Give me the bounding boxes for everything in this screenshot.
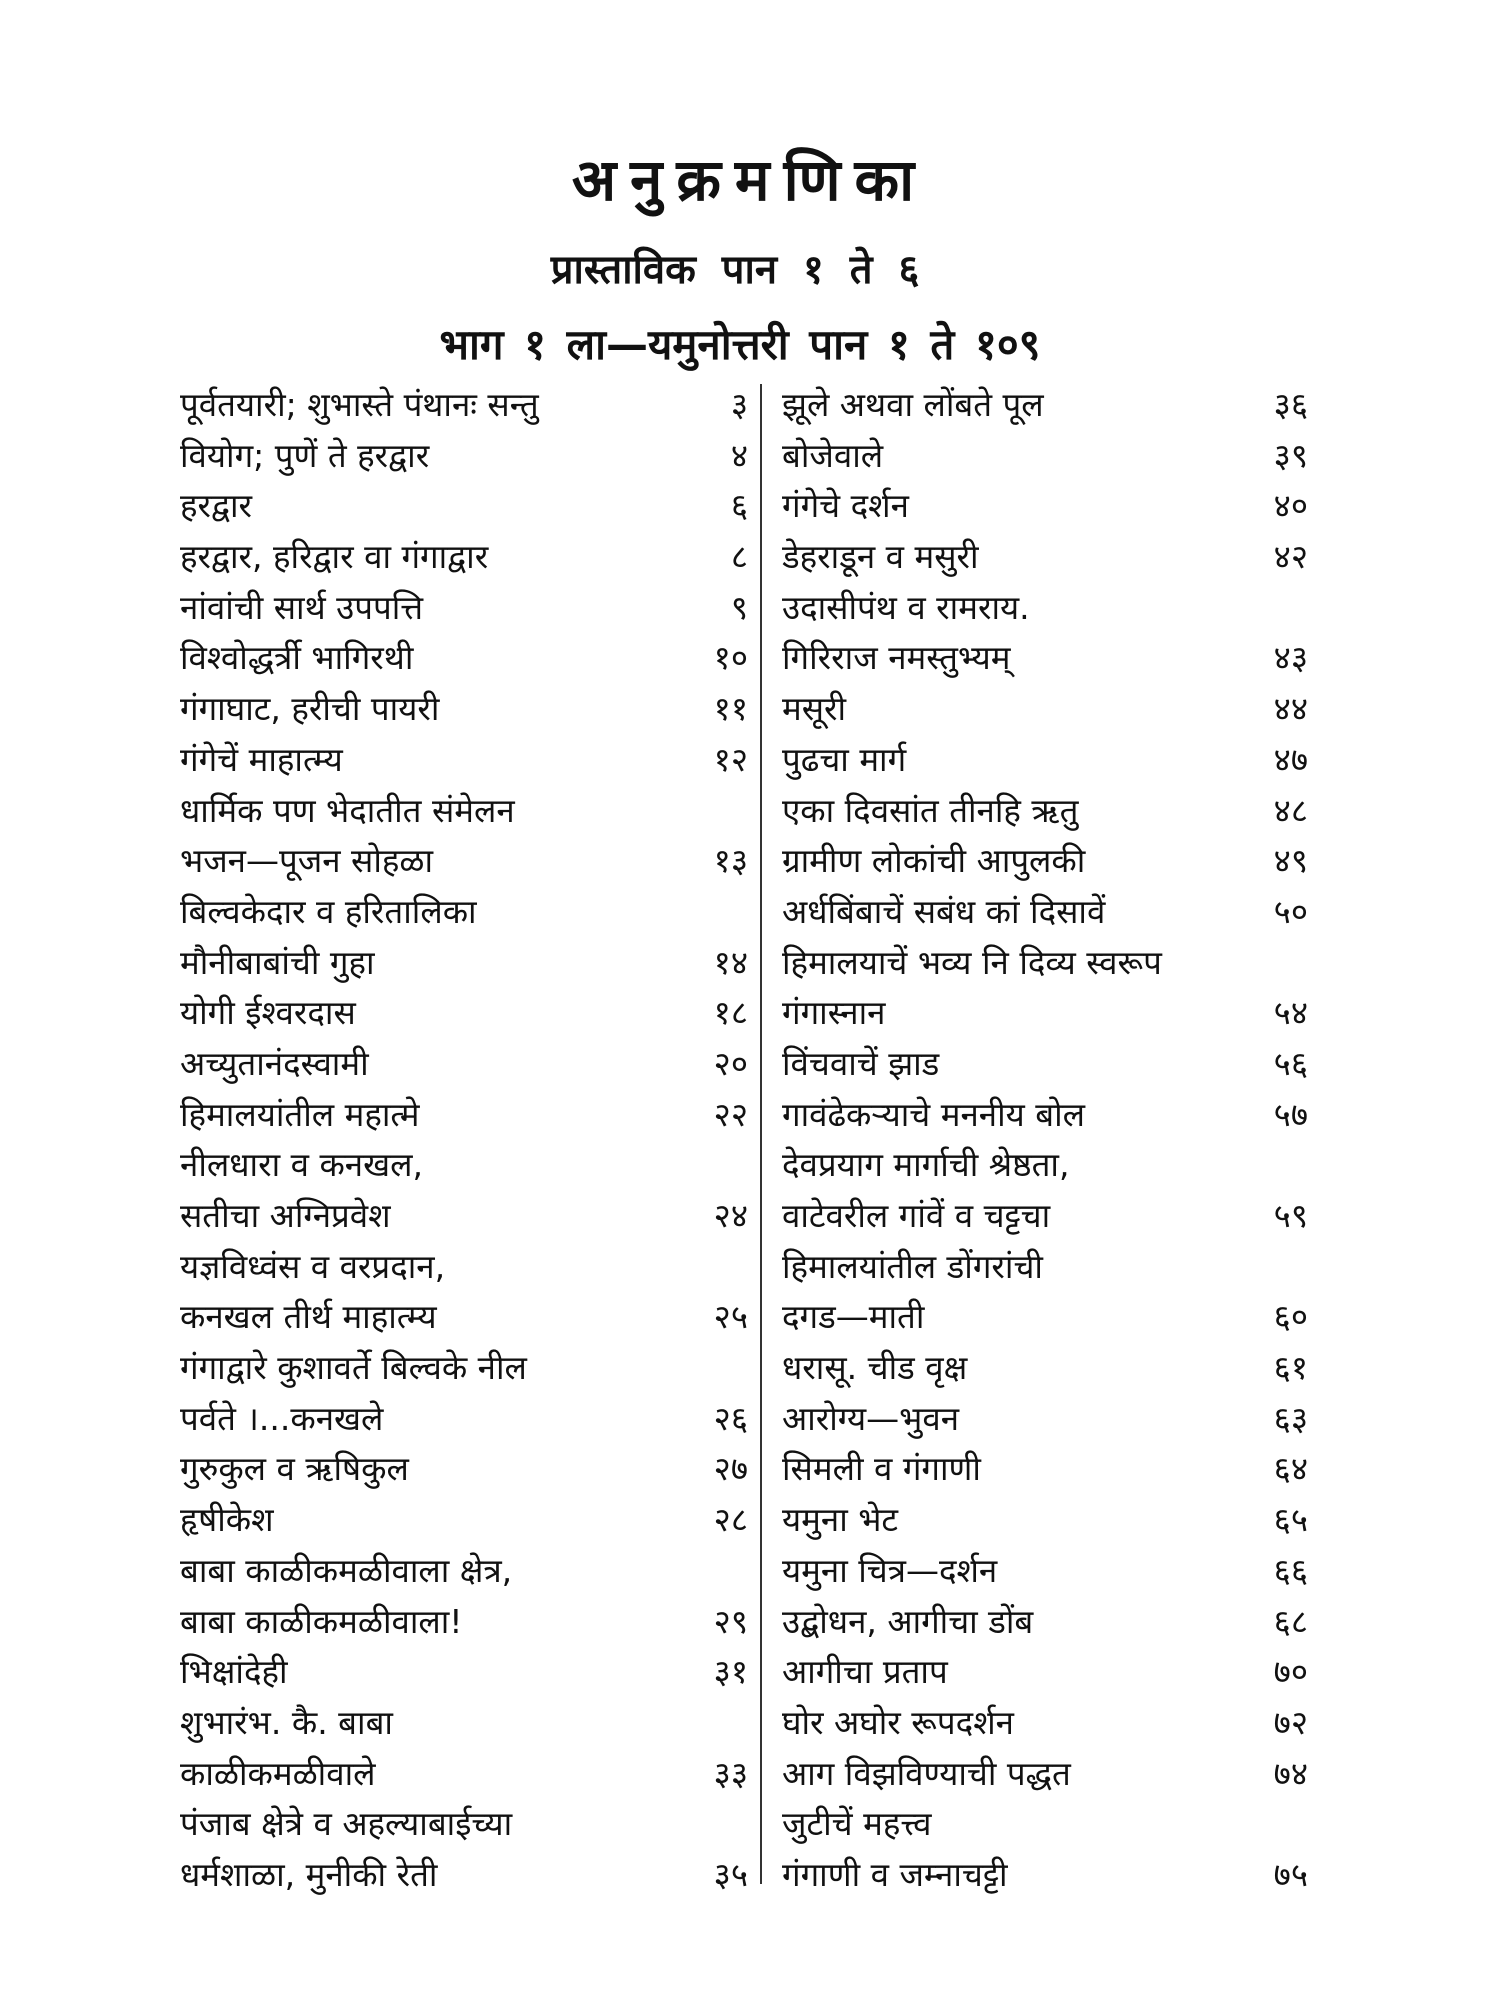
toc-entry-title: बाबा काळीकमळीवाला क्षेत्र, [180, 1550, 513, 1590]
toc-entry [180, 1140, 748, 1191]
toc-entry-title: हरद्वार, हरिद्वार वा गंगाद्वार [180, 537, 489, 577]
toc-entry-title: विश्वोद्धर्त्री भागिरथी [180, 638, 414, 678]
toc-entry-title: आग विझविण्याची पद्धत [782, 1753, 1071, 1793]
toc-entry-title: गिरिराज नमस्तुभ्यम् [782, 638, 1011, 678]
toc-entry [180, 1647, 748, 1698]
toc-entry-title: धर्मशाळा, मुनीकी रेती [180, 1854, 438, 1894]
toc-entry [782, 431, 1308, 482]
toc-entry-page: ६ [730, 486, 748, 526]
toc-entry [180, 583, 748, 634]
toc-entry-title: उदासीपंथ व रामराय. [782, 587, 1030, 627]
toc-entry-title: शुभारंभ. कै. बाबा [180, 1702, 393, 1742]
toc-entry [782, 1799, 1308, 1850]
intro-page-range: प्रास्ताविक पान १ ते ६ [550, 247, 920, 293]
toc-entry-title: काळीकमळीवाले [180, 1753, 376, 1793]
toc-entry-title: दगड—माती [782, 1297, 925, 1337]
toc-entry-page: ५९ [1273, 1196, 1308, 1235]
toc-entry-page: १२ [713, 739, 748, 779]
toc-entry-title: एका दिवसांत तीनहि ऋतु [782, 790, 1079, 830]
toc-left-column [180, 380, 748, 1901]
toc-entry [180, 938, 748, 989]
toc-entry-title: हरद्वार [180, 486, 253, 526]
toc-entry-title: झूले अथवा लोंबते पूल [782, 385, 1044, 424]
toc-entry [180, 1191, 748, 1242]
toc-entry-title: गावंढेकऱ्याचे मननीय बोल [782, 1094, 1086, 1134]
toc-entry-title: भजन—पूजन सोहळा [180, 841, 434, 881]
toc-entry [782, 938, 1308, 989]
toc-entry-page: १४ [713, 942, 748, 982]
toc-entry [782, 1749, 1308, 1800]
toc-entry-page: ३५ [713, 1854, 748, 1894]
toc-entry-page: ४७ [1273, 739, 1308, 779]
toc-entry-title: आरोग्य—भुवन [782, 1398, 960, 1438]
toc-entry-title: बोजेवाले [782, 435, 884, 475]
toc-entry-page: २९ [713, 1601, 748, 1641]
toc-entry [180, 1343, 748, 1394]
toc-entry [782, 380, 1308, 431]
toc-entry-title: अच्युतानंदस्वामी [180, 1043, 369, 1083]
toc-right-column [782, 380, 1308, 1901]
toc-entry [782, 1140, 1308, 1191]
part-heading: भाग १ ला—यमुनोत्तरी पान १ ते १०९ [439, 320, 1041, 369]
toc-entry-page: ६६ [1273, 1550, 1308, 1590]
toc-entry [180, 481, 748, 532]
toc-entry-title: पंजाब क्षेत्रे व अहल्याबाईच्या [180, 1804, 513, 1844]
toc-entry [782, 1850, 1308, 1901]
toc-entry-page: ६० [1273, 1297, 1308, 1337]
toc-entry-page: ४ [730, 435, 748, 475]
toc-entry [782, 988, 1308, 1039]
toc-entry-page: ५० [1273, 891, 1308, 931]
toc-entry-page: ६१ [1273, 1348, 1308, 1388]
toc-entry-title: यमुना भेट [782, 1500, 899, 1540]
toc-entry [782, 684, 1308, 735]
toc-entry-page: ३९ [1273, 435, 1308, 475]
toc-entry [180, 988, 748, 1039]
toc-entry-page: ६५ [1273, 1500, 1308, 1540]
toc-entry-title: गंगेचे दर्शन [782, 486, 909, 526]
toc-entry [180, 1292, 748, 1343]
toc-entry [782, 481, 1308, 532]
toc-entry-title: सतीचा अग्निप्रवेश [180, 1196, 391, 1235]
toc-entry-title: मसूरी [782, 689, 847, 729]
toc-entry-page: २७ [713, 1449, 748, 1489]
toc-entry-page: ६८ [1273, 1601, 1308, 1641]
toc-entry-page: ७२ [1273, 1702, 1308, 1742]
toc-entry-page: ७५ [1273, 1854, 1308, 1894]
toc-entry [782, 583, 1308, 634]
toc-entry-title: यज्ञविध्वंस व वरप्रदान, [180, 1246, 446, 1286]
toc-entry-title: मौनीबाबांची गुहा [180, 942, 375, 982]
toc-entry [180, 431, 748, 482]
toc-entry [782, 887, 1308, 938]
toc-entry-title: हिमालयांतील डोंगरांची [782, 1246, 1043, 1286]
toc-entry [180, 1546, 748, 1597]
toc-entry [180, 735, 748, 786]
toc-entry-page: १३ [713, 841, 748, 881]
toc-entry-title: बिल्वकेदार व हरितालिका [180, 891, 477, 931]
toc-entry-page: ३१ [713, 1652, 748, 1692]
toc-entry-title: गंगेचें माहात्म्य [180, 739, 343, 779]
toc-entry-page: २२ [713, 1094, 748, 1134]
toc-entry-page: ७४ [1273, 1753, 1308, 1793]
toc-entry-title: पुढचा मार्ग [782, 739, 907, 779]
toc-entry-page: १० [713, 638, 748, 678]
toc-entry-title: कनखल तीर्थ माहात्म्य [180, 1297, 437, 1337]
toc-entry [180, 1749, 748, 1800]
toc-entry-title: नांवांची सार्थ उपपत्ति [180, 587, 424, 627]
toc-entry-page: ४२ [1273, 537, 1308, 577]
toc-entry-title: वाटेवरील गांवें व चट्टचा [782, 1196, 1051, 1235]
toc-entry-title: घोर अघोर रूपदर्शन [782, 1702, 1014, 1742]
toc-entry [180, 1039, 748, 1090]
toc-entry [782, 1292, 1308, 1343]
toc-entry-page: २८ [713, 1500, 748, 1540]
toc-entry-page: ५७ [1273, 1094, 1308, 1134]
toc-entry-title: ग्रामीण लोकांची आपुलकी [782, 841, 1086, 881]
toc-entry-page: ८ [730, 537, 748, 577]
toc-entry [180, 1394, 748, 1445]
toc-entry [782, 735, 1308, 786]
toc-entry [782, 633, 1308, 684]
toc-entry [782, 1546, 1308, 1597]
toc-entry [782, 836, 1308, 887]
toc-entry [782, 1394, 1308, 1445]
toc-entry [782, 1242, 1308, 1293]
toc-entry-page: ११ [713, 689, 748, 729]
toc-entry [782, 1495, 1308, 1546]
toc-entry-title: आगीचा प्रताप [782, 1652, 948, 1692]
column-divider [760, 384, 762, 1884]
toc-entry-title: योगी ईश्वरदास [180, 993, 356, 1033]
toc-entry [782, 1698, 1308, 1749]
toc-entry-title: नीलधारा व कनखल, [180, 1145, 423, 1185]
toc-entry [180, 633, 748, 684]
toc-entry-page: २५ [713, 1297, 748, 1337]
toc-entry [782, 1343, 1308, 1394]
toc-entry-title: हिमालयाचें भव्य नि दिव्य स्वरूप [782, 942, 1162, 982]
toc-entry-page: १८ [713, 993, 748, 1033]
toc-entry [180, 1698, 748, 1749]
toc-entry-title: जुटीचें महत्त्व [782, 1804, 932, 1844]
toc-entry [782, 532, 1308, 583]
toc-entry-title: सिमली व गंगाणी [782, 1449, 981, 1489]
toc-entry-title: भिक्षांदेही [180, 1652, 288, 1692]
toc-entry-title: धार्मिक पण भेदातीत संमेलन [180, 790, 515, 830]
toc-entry-title: अर्धबिंबाचें सबंध कां दिसावें [782, 891, 1106, 931]
toc-entry-page: ४० [1273, 486, 1308, 526]
toc-entry-page: ५६ [1273, 1043, 1308, 1083]
toc-entry-title: उद्बोधन, आगीचा डोंब [782, 1601, 1034, 1641]
toc-entry [180, 1444, 748, 1495]
toc-entry-page: ४४ [1273, 689, 1308, 729]
toc-entry [180, 1850, 748, 1901]
toc-entry [180, 532, 748, 583]
toc-entry-page: ५४ [1273, 993, 1308, 1033]
toc-entry-page: २६ [713, 1398, 748, 1438]
toc-entry-title: गंगाणी व जम्नाचट्टी [782, 1854, 1008, 1894]
toc-entry-page: ९ [730, 587, 748, 627]
toc-entry-title: पूर्वतयारी; शुभास्ते पंथानः सन्तु [180, 385, 539, 424]
toc-entry-page: ६४ [1273, 1449, 1308, 1489]
toc-entry-page: ४९ [1273, 841, 1308, 881]
toc-entry [180, 684, 748, 735]
toc-entry-title: हृषीकेश [180, 1500, 274, 1540]
toc-entry-page: ६३ [1273, 1398, 1308, 1438]
toc-entry [180, 786, 748, 837]
toc-entry [180, 887, 748, 938]
toc-entry [782, 1039, 1308, 1090]
toc-entry-title: विंचवाचें झाड [782, 1043, 940, 1083]
page-title: अनुक्रमणिका [571, 146, 929, 214]
toc-entry-title: देवप्रयाग मार्गाची श्रेष्ठता, [782, 1145, 1070, 1185]
toc-entry-title: गंगाद्वारे कुशावर्ते बिल्वके नील [180, 1348, 527, 1388]
toc-entry-title: गंगाघाट, हरीची पायरी [180, 689, 440, 729]
toc-entry [782, 1647, 1308, 1698]
toc-entry [782, 1444, 1308, 1495]
toc-entry-page: २० [713, 1043, 748, 1083]
toc-entry [180, 1597, 748, 1648]
toc-entry [782, 1597, 1308, 1648]
toc-entry-title: वियोग; पुणें ते हरद्वार [180, 435, 430, 475]
toc-entry-title: डेहराडून व मसुरी [782, 537, 979, 577]
toc-entry-title: हिमालयांतील महात्मे [180, 1094, 420, 1134]
toc-entry-page: ७० [1273, 1652, 1308, 1692]
toc-entry-title: यमुना चित्र—दर्शन [782, 1550, 998, 1590]
toc-entry [180, 380, 748, 431]
toc-entry-title: बाबा काळीकमळीवाला! [180, 1601, 463, 1641]
toc-entry [180, 1090, 748, 1141]
toc-entry-page: ४३ [1273, 638, 1308, 678]
toc-entry-page: ४८ [1273, 790, 1308, 830]
toc-entry-page: २४ [713, 1196, 748, 1235]
toc-entry [180, 836, 748, 887]
toc-entry [180, 1495, 748, 1546]
toc-entry-title: पर्वते ।...कनखले [180, 1398, 384, 1438]
toc-entry [180, 1242, 748, 1293]
toc-entry-page: ३३ [713, 1753, 748, 1793]
toc-entry-title: गंगास्नान [782, 993, 886, 1033]
toc-entry-page: ३६ [1273, 385, 1308, 424]
toc-entry [180, 1799, 748, 1850]
toc-entry-title: गुरुकुल व ऋषिकुल [180, 1449, 409, 1489]
toc-entry-page: ३ [730, 385, 748, 424]
toc-entry-title: धरासू. चीड वृक्ष [782, 1348, 968, 1388]
toc-entry [782, 1090, 1308, 1141]
toc-entry [782, 1191, 1308, 1242]
toc-entry [782, 786, 1308, 837]
